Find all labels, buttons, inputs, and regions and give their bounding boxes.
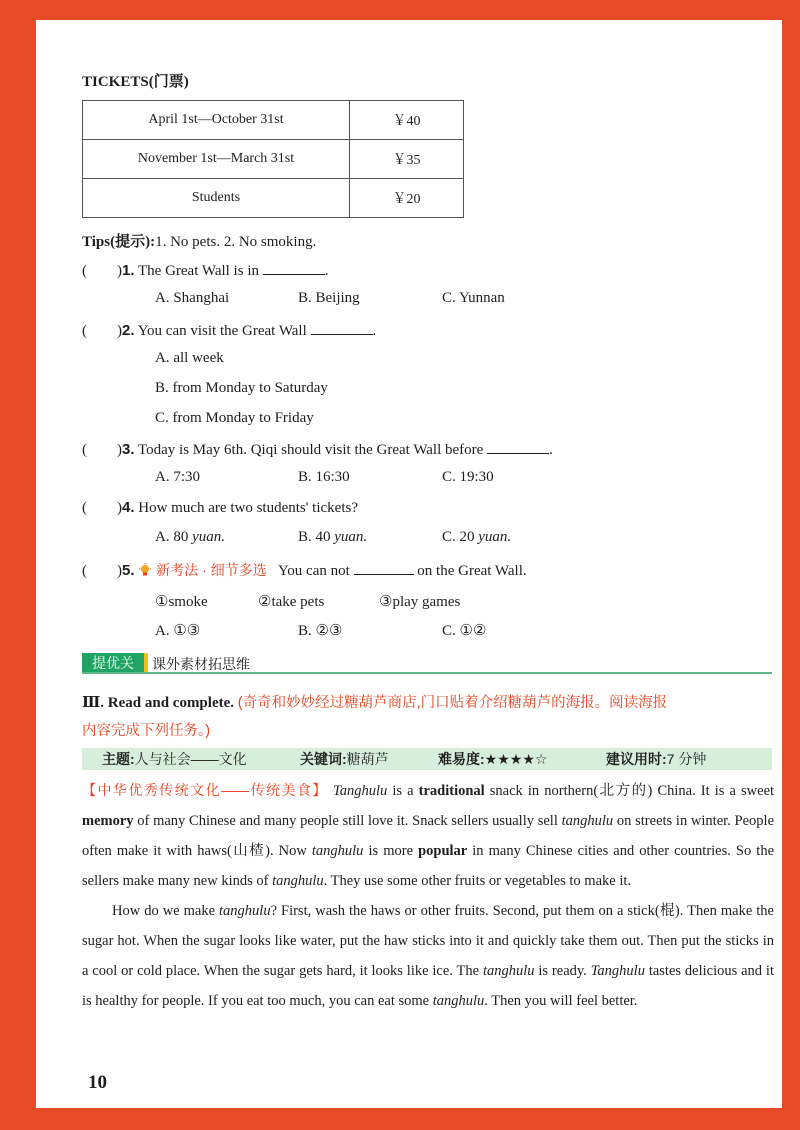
option: A. 7:30 <box>155 469 200 485</box>
question-4 <box>82 499 358 517</box>
answer-blank[interactable] <box>263 260 325 275</box>
time-value: 7 分钟 <box>666 751 707 767</box>
part3-title: Ⅲ. Read and complete. <box>82 695 235 711</box>
question-1 <box>82 260 328 280</box>
answer-blank[interactable] <box>311 320 373 335</box>
ticket-period: November 1st—March 31st <box>83 140 350 179</box>
question-end: . <box>324 263 329 279</box>
section-title: 课外素材拓思维 <box>152 656 250 672</box>
question-number: 5. <box>122 562 135 579</box>
passage-paragraph-2: How do we make tanghulu? First, wash the haws or other fruits. Second, put them on a stick(棍). Then make the sugar hot. When the sugar looks like water, put the haw sticks into it and quickly take them out. Then put the sticks in a cool or cold place. When the sugar gets hard, it looks like ice. The tanghulu is ready. Tanghulu tastes delicious and it is healthy for people. If you eat too much, you can eat some tanghulu. Then you will feel better. <box>82 903 774 1009</box>
ticket-period: Students <box>83 179 350 218</box>
choice: ③play games <box>379 594 461 610</box>
answer-bracket[interactable]: ( ) <box>82 442 122 458</box>
tickets-title: TICKETS(门票) <box>82 74 189 90</box>
option-value: B. 40 <box>298 529 331 545</box>
question-stem: The Great Wall is in <box>138 263 259 279</box>
option-unit: yuan. <box>334 529 368 545</box>
part3-instruction: (奇奇和妙妙经过糖葫芦商店,门口贴着介绍糖葫芦的海报。阅读海报 <box>237 695 668 711</box>
ticket-price: ￥40 <box>350 101 464 140</box>
option <box>298 529 367 546</box>
worksheet-page <box>36 20 782 1108</box>
keyword-label: 关键词: <box>300 751 347 767</box>
option-value: A. 80 <box>155 529 189 545</box>
question-stem: How much are two students' tickets? <box>138 500 358 516</box>
option <box>442 529 511 546</box>
option: A. ①③ <box>155 623 201 639</box>
topic-bar <box>82 748 772 770</box>
tickets-table <box>82 100 464 218</box>
section-tag: 提优关 <box>82 653 144 673</box>
passage <box>82 775 774 1016</box>
tips-line <box>82 230 316 251</box>
keyword <box>300 748 389 770</box>
question-end: . <box>372 323 377 339</box>
table-row <box>83 140 464 179</box>
question-stem: Today is May 6th. Qiqi should visit the Great Wall before <box>138 442 484 458</box>
lightbulb-icon <box>138 563 152 577</box>
option: C. 19:30 <box>442 469 494 485</box>
ticket-period: April 1st—October 31st <box>83 101 350 140</box>
option <box>155 529 225 546</box>
question-3 <box>82 439 553 459</box>
answer-blank[interactable] <box>354 560 414 575</box>
passage-paragraph-1: 【中华优秀传统文化——传统美食】 Tanghulu is a traditional snack in northern(北方的) China. It is a sweet memory of many Chinese and many people still love it. Snack sellers usually sell tanghulu on streets in winter. People often make it with haws(山楂). Now tanghulu is more popular in many Chinese cities and other countries. So the sellers make many new kinds of tanghulu. They use some other fruits or vegetables to make it. <box>82 782 775 889</box>
option-unit: yuan. <box>192 529 226 545</box>
difficulty <box>438 748 547 770</box>
topic-value: 人与社会——文化 <box>134 751 247 767</box>
choice: ①smoke <box>155 594 208 610</box>
section-tag-accent <box>144 653 148 673</box>
question-number: 4. <box>122 499 135 516</box>
part3-heading <box>82 691 667 712</box>
option: C. Yunnan <box>442 290 505 306</box>
tips-label: Tips(提示): <box>82 234 156 250</box>
part3-instruction-cont: 内容完成下列任务。) <box>82 723 211 739</box>
answer-blank[interactable] <box>487 439 549 454</box>
keyword-value: 糖葫芦 <box>346 751 389 767</box>
ticket-price: ￥20 <box>350 179 464 218</box>
difficulty-stars: ★★★★☆ <box>484 751 548 767</box>
option: B. from Monday to Saturday <box>155 380 328 396</box>
option: B. Beijing <box>298 290 360 306</box>
question-end: on the Great Wall. <box>417 563 527 579</box>
table-row <box>83 179 464 218</box>
answer-bracket[interactable]: ( ) <box>82 263 122 279</box>
topic-label: 主题: <box>102 751 135 767</box>
question-number: 3. <box>122 441 135 458</box>
question-5 <box>82 560 527 580</box>
page-number: 10 <box>88 1072 107 1093</box>
time-label: 建议用时: <box>606 751 667 767</box>
tips-text: 1. No pets. 2. No smoking. <box>155 234 317 250</box>
question-stem: You can not <box>277 563 350 579</box>
question-number: 1. <box>122 262 135 279</box>
suggested-time <box>606 748 706 770</box>
option-value: C. 20 <box>442 529 475 545</box>
new-exam-tag: 新考法 · 细节多选 <box>156 562 267 578</box>
question-2 <box>82 320 376 340</box>
option-unit: yuan. <box>478 529 512 545</box>
option: B. ②③ <box>298 623 343 639</box>
passage-tag: 【中华优秀传统文化——传统美食】 <box>82 782 328 798</box>
question-stem: You can visit the Great Wall <box>137 323 307 339</box>
option: C. ①② <box>442 623 487 639</box>
option: C. from Monday to Friday <box>155 410 314 426</box>
option: B. 16:30 <box>298 469 350 485</box>
difficulty-label: 难易度: <box>438 751 485 767</box>
table-row <box>83 101 464 140</box>
ticket-price: ￥35 <box>350 140 464 179</box>
option: A. all week <box>155 350 224 366</box>
answer-bracket[interactable]: ( ) <box>82 500 122 516</box>
answer-bracket[interactable]: ( ) <box>82 563 122 579</box>
section-divider <box>82 672 772 674</box>
answer-bracket[interactable]: ( ) <box>82 323 122 339</box>
question-end: . <box>549 442 553 458</box>
topic <box>102 748 247 770</box>
question-number: 2. <box>122 322 135 339</box>
option: A. Shanghai <box>155 290 230 306</box>
choice: ②take pets <box>258 594 325 610</box>
